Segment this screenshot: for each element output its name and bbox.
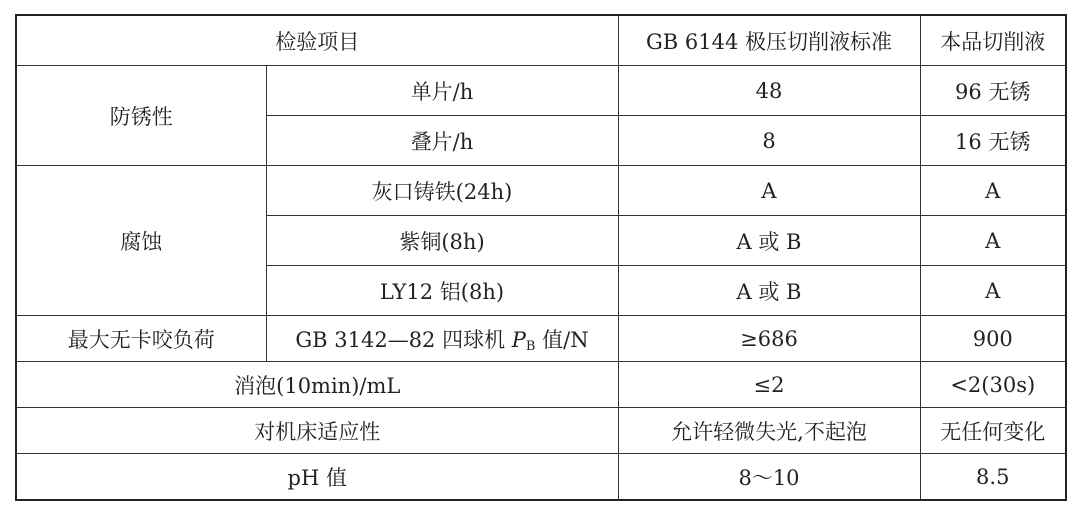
spec-table	[15, 14, 1067, 501]
load-item-cell	[266, 316, 618, 362]
corrosion-product-cell: A	[920, 266, 1066, 316]
rust-standard-cell: 8	[618, 116, 920, 166]
header-row	[16, 15, 1066, 66]
corrosion-standard-cell: A 或 B	[618, 266, 920, 316]
load-standard-cell: ≥686	[618, 316, 920, 362]
rust-product-cell: 96 无锈	[920, 66, 1066, 116]
rust-product-cell: 16 无锈	[920, 116, 1066, 166]
corrosion-item-cell: LY12 铝(8h)	[266, 266, 618, 316]
load-item-suffix: 值/N	[535, 327, 589, 352]
load-item-prefix: GB 3142—82 四球机	[295, 327, 512, 352]
corrosion-standard-cell: A	[618, 166, 920, 216]
load-product-cell: 900	[920, 316, 1066, 362]
table-row	[16, 362, 1066, 408]
rust-item-cell: 单片/h	[266, 66, 618, 116]
foam-item-cell: 消泡(10min)/mL	[16, 362, 618, 408]
adaptability-product-cell: 无任何变化	[920, 408, 1066, 454]
table-row	[16, 166, 1066, 216]
corrosion-standard-cell: A 或 B	[618, 216, 920, 266]
table-row	[16, 66, 1066, 116]
ph-item-cell: pH 值	[16, 454, 618, 501]
foam-standard-cell: ≤2	[618, 362, 920, 408]
corrosion-category-cell: 腐蚀	[16, 166, 266, 316]
ph-product-cell: 8.5	[920, 454, 1066, 501]
rust-item-cell: 叠片/h	[266, 116, 618, 166]
header-standard-cell: GB 6144 极压切削液标准	[618, 15, 920, 66]
adaptability-standard-cell: 允许轻微失光,不起泡	[618, 408, 920, 454]
adaptability-item-cell: 对机床适应性	[16, 408, 618, 454]
load-category-cell: 最大无卡咬负荷	[16, 316, 266, 362]
corrosion-product-cell: A	[920, 166, 1066, 216]
header-item-cell: 检验项目	[16, 15, 618, 66]
ph-standard-cell: 8～10	[618, 454, 920, 501]
load-item-symbol: P	[511, 327, 526, 352]
load-item-subscript: B	[525, 338, 536, 354]
corrosion-item-cell: 灰口铸铁(24h)	[266, 166, 618, 216]
rust-category-cell: 防锈性	[16, 66, 266, 166]
corrosion-item-cell: 紫铜(8h)	[266, 216, 618, 266]
header-product-cell: 本品切削液	[920, 15, 1066, 66]
corrosion-product-cell: A	[920, 216, 1066, 266]
rust-standard-cell: 48	[618, 66, 920, 116]
table-row	[16, 408, 1066, 454]
table-row	[16, 316, 1066, 362]
table-row	[16, 454, 1066, 501]
foam-product-cell: <2(30s)	[920, 362, 1066, 408]
